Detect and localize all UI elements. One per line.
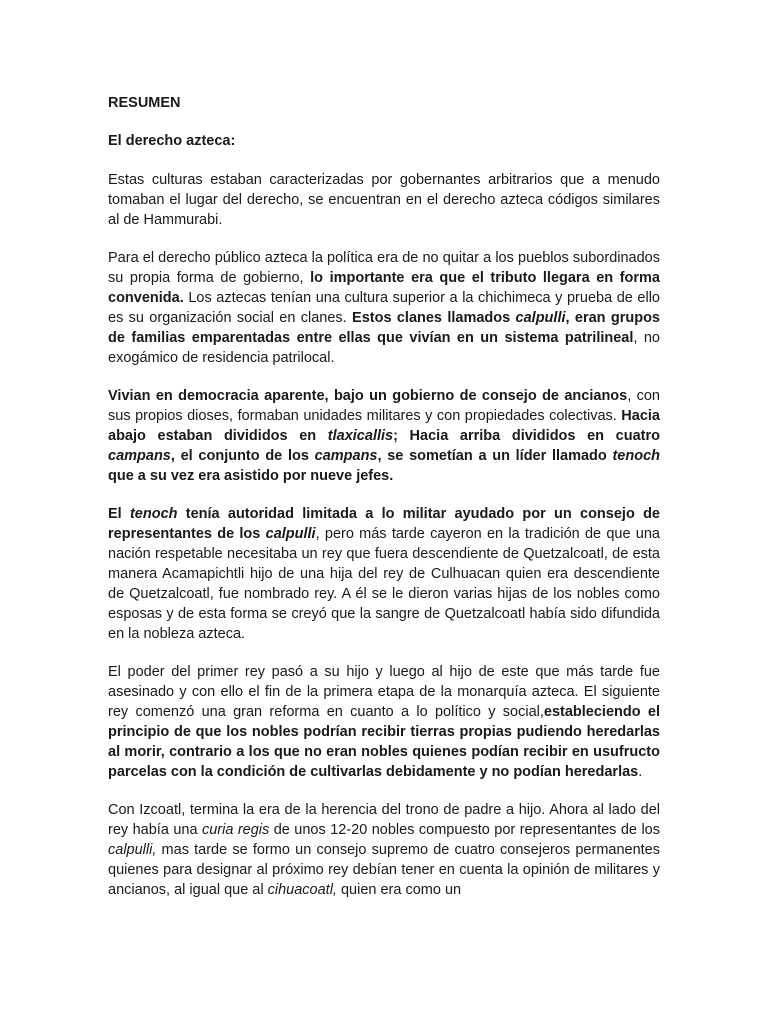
text-run: , eran grupos de familias emparentadas entre ellas que vivían en un sistema patrilineal (108, 310, 660, 346)
text-run: tenoch (129, 506, 178, 522)
text-run: estableciendo el principio de que los nobles podrían recibir tierras propias pudiendo heredarlas al morir, contrario a los que no eran nobles quienes podían recibir en usufructo parcelas con la condición de cultivarlas debidamente y no podían heredarlas (108, 704, 660, 780)
text-run: El (108, 506, 130, 522)
text-run: mas tarde se formo un consejo supremo de cuatro consejeros permanentes quienes para designar al próximo rey debían tener en cuenta la opinión de militares y ancianos, al igual que al (108, 842, 660, 898)
text-run: Para el derecho público azteca la política era de no quitar a los pueblos subordinados su propia forma de gobierno, (108, 250, 660, 286)
document-title: RESUMEN (108, 95, 181, 111)
text-run: Con Izcoatl, termina la era de la herencia del trono de padre a hijo. Ahora al lado del rey había una (108, 802, 660, 838)
text-run: . (638, 764, 643, 780)
text-run: , el conjunto de los (170, 448, 315, 464)
text-run: Hacia abajo estaban divididos en (108, 408, 660, 444)
text-run: tenía autoridad limitada a lo militar ayudado por un consejo de representantes de los (108, 506, 660, 542)
text-run: de unos 12-20 nobles compuesto por representantes de los (269, 822, 660, 838)
paragraph-1 (108, 170, 660, 230)
section-title: El derecho azteca: (108, 133, 236, 149)
text-run: campans (314, 448, 378, 464)
text-run: lo importante era que el tributo llegara en forma convenida. (108, 270, 660, 306)
text-run: Estos clanes llamados (352, 310, 516, 326)
text-run: calpulli (515, 310, 566, 326)
text-run: cihuacoatl, (267, 882, 337, 898)
text-run: Estas culturas estaban caracterizadas por gobernantes arbitrarios que a menudo tomaban el lugar del derecho, se encuentran en el derecho azteca códigos similares al de Hammurabi. (108, 172, 660, 228)
text-run: El poder del primer rey pasó a su hijo y luego al hijo de este que más tarde fue asesinado y con ello el fin de la primera etapa de la monarquía azteca. El siguiente rey comenzó una gran reforma en cuanto a lo político y social, (108, 664, 660, 720)
text-run: tenoch (612, 448, 660, 464)
paragraph-5 (108, 662, 660, 782)
text-run: , con sus propios dioses, formaban unidades militares y con propiedades colectivas. (108, 388, 660, 424)
text-run: calpulli (265, 526, 316, 542)
text-run: curia regis (201, 822, 270, 838)
text-run: , no exogámico de residencia patrilocal. (108, 330, 660, 366)
text-run: campans (108, 448, 171, 464)
paragraph-3 (108, 386, 660, 486)
paragraph-2 (108, 248, 660, 368)
text-run: calpulli, (108, 842, 157, 858)
text-run: que a su vez era asistido por nueve jefes. (108, 468, 394, 484)
paragraph-4 (108, 504, 660, 644)
text-run: quien era como un (336, 882, 462, 898)
text-run: Vivian en democracia aparente, bajo un gobierno de consejo de ancianos (108, 388, 628, 404)
text-run: , pero más tarde cayeron en la tradición de que una nación respetable necesitaba un rey que fuera descendiente de Quetzalcoatl, de esta manera Acamapichtli hijo de una hija del rey de Culhuacan quien era descendiente de Quetzalcoatl, fue nombrado rey. A él se le dieron varias hijas de los nobles como esposas y de esta forma se creyó que la sangre de Quetzalcoatl había sido difundida en la nobleza azteca. (108, 526, 660, 642)
paragraph-6 (108, 800, 660, 900)
text-run: Los aztecas tenían una cultura superior a la chichimeca y prueba de ello es su organización social en clanes. (108, 290, 660, 326)
text-run: ; Hacia arriba divididos en cuatro (393, 428, 660, 444)
text-run: tlaxicallis (327, 428, 394, 444)
text-run: , se sometían a un líder llamado (377, 448, 613, 464)
